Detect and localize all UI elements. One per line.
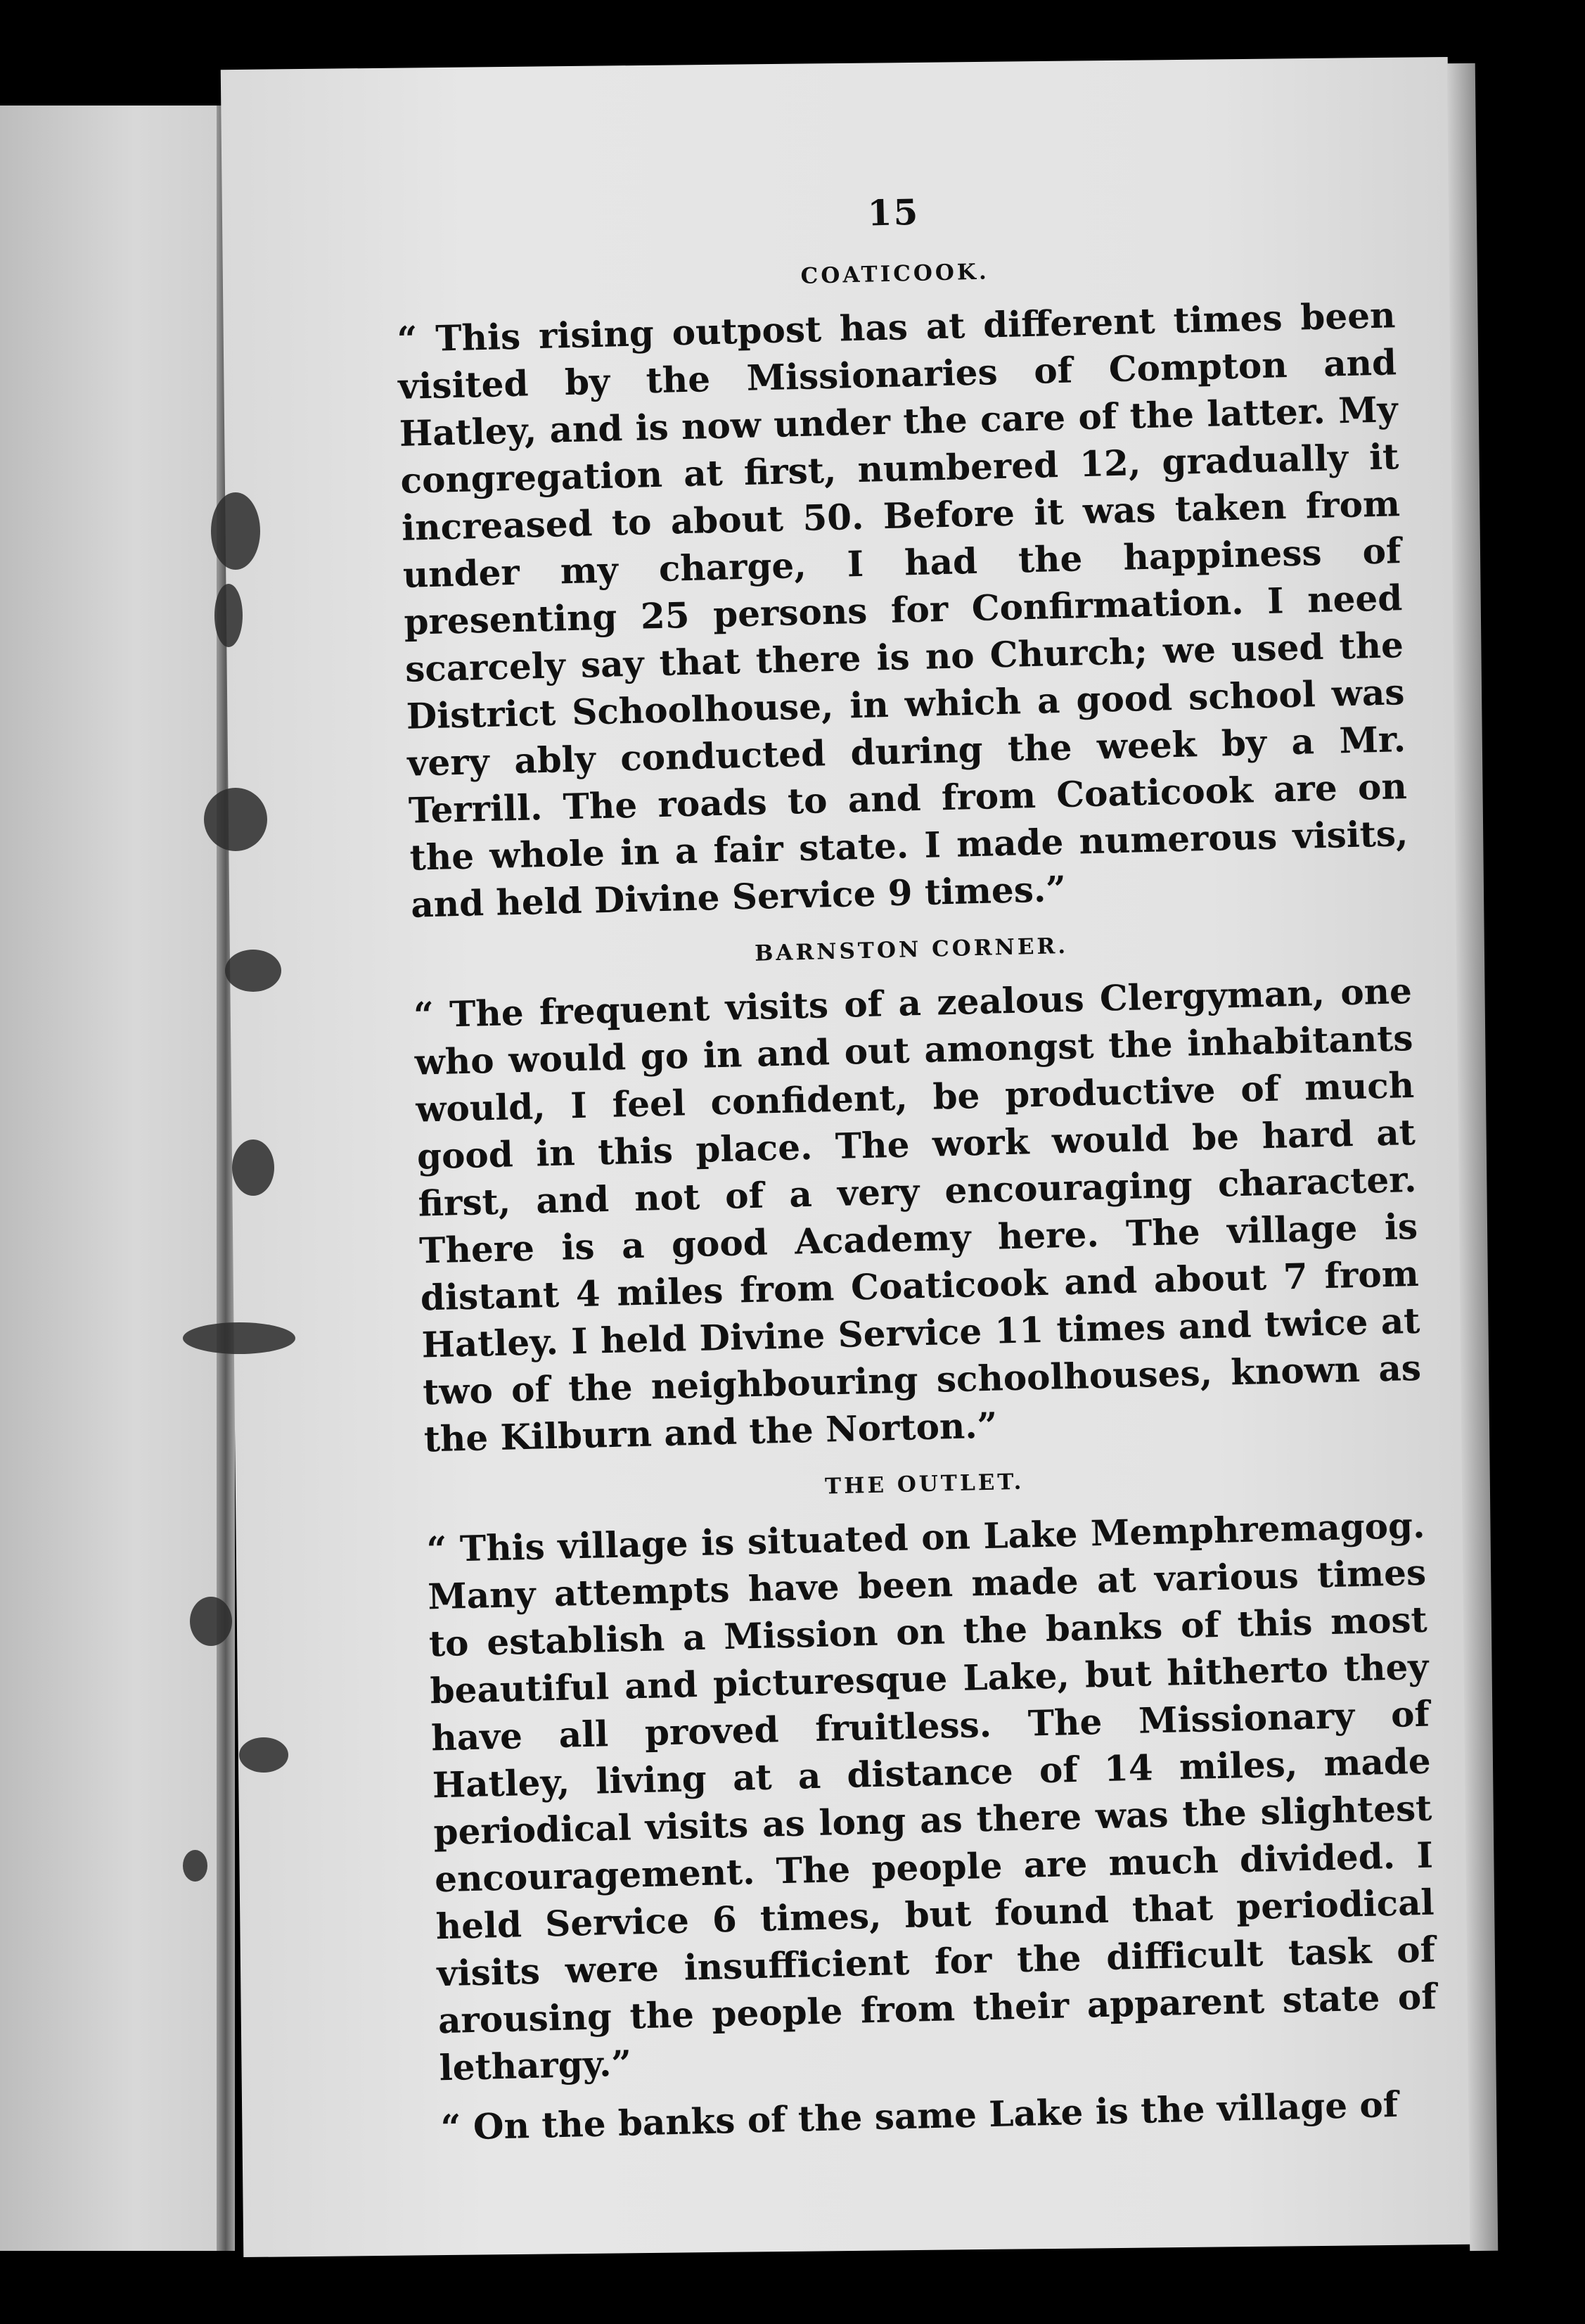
- section-heading-coaticook: COATICOOK.: [800, 259, 990, 289]
- margin-stain: [183, 1322, 295, 1354]
- section-heading-the-outlet: THE OUTLET.: [824, 1469, 1025, 1500]
- page-text: [394, 179, 1440, 2164]
- margin-stain: [183, 1850, 207, 1882]
- margin-stain: [204, 788, 267, 851]
- facing-page-edge: [0, 106, 225, 2251]
- margin-stain: [214, 584, 243, 647]
- paragraph: “ This village is situated on Lake Memphremagog. Many attempts have been made at various times to establish a Mission on the banks of this most beautiful and picturesque Lake, but hitherto they have all proved fruitless. The Missionary of Hatley, living at a distance of 14 miles, made periodical visits as long as there was the slightest encouragement. The people are much divided. I held Service 6 times, but found that periodical visits were insufficient for the difficult task of arousing the people from their apparent state of lethargy.”: [426, 1504, 1437, 2089]
- margin-stain: [225, 950, 281, 992]
- section-heading-barnston-corner: BARNSTON CORNER.: [754, 933, 1069, 966]
- margin-stain: [232, 1139, 274, 1196]
- paragraph: “ On the banks of the same Lake is the village of: [440, 2083, 1399, 2149]
- page-number: 15: [867, 191, 920, 234]
- margin-stain: [190, 1597, 232, 1646]
- margin-stain: [239, 1737, 288, 1773]
- margin-stain: [211, 492, 260, 570]
- paragraph: “ This rising outpost has at different times been visited by the Missionaries of Compton and Hatley, and is now under the care of the latter. My congregation at first, numbered 12, gradually it increased to about 50. Before it was taken from under my charge, I had the happiness of presenting 25 persons for Confirmation. I need scarcely say that there is no Church; we used the District Schoolhouse, in which a good school was very ably conducted during the week by a Mr. Terrill. The roads to and from Coaticook are on the whole in a fair state. I made numerous visits, and held Divine Service 9 times.”: [396, 294, 1409, 926]
- paragraph: “ The frequent visits of a zealous Clergyman, one who would go in and out amongst the inhabitants would, I feel confident, be productive of much good in this place. The work would be hard at first, and not of a very encouraging character. There is a good Academy here. The village is distant 4 miles from Coaticook and about 7 from Hatley. I held Divine Service 11 times and twice at two of the neighbouring schoolhouses, known as the Kilburn and the Norton.”: [413, 969, 1422, 1460]
